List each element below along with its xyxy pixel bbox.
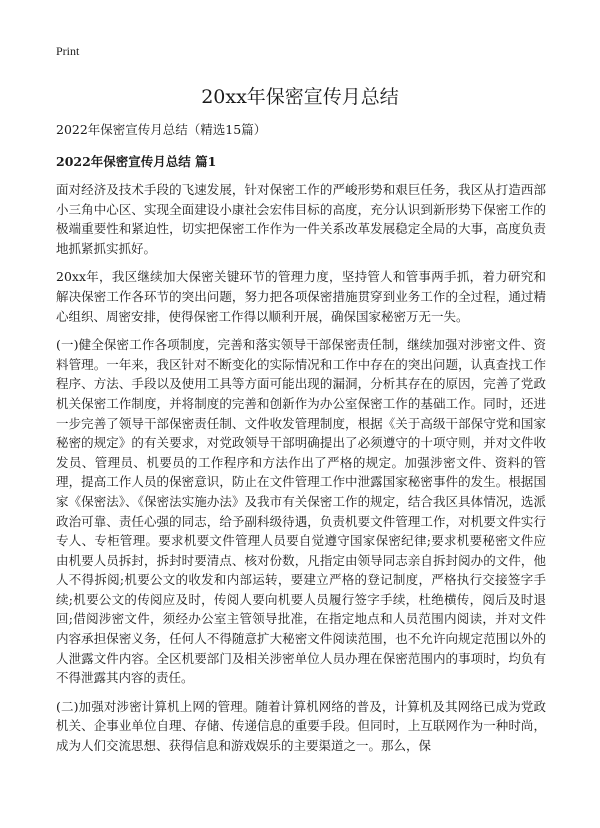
section-heading: 2022年保密宣传月总结 篇1 xyxy=(56,154,217,169)
paragraph-3: (一)健全保密工作各项制度，完善和落实领导干部保密责任制，继续加强对涉密文件、资料管理。一年来，我区针对不断变化的实际情况和工作中存在的突出问题，认真查找工作程序、方法、手段以及使用工具等方面可能出现的漏洞，分析其存在的原因，完善了党政机关保密工作制度，并将制度的完善和创新作为办公室保密工作的基础工作。同时，还进一步完善了领导干部保密责任制、文件收发管理制度，根据《关于高级干部保守党和国家秘密的规定》的有关要求，对党政领导干部明确提出了必须遵守的十项守则，并对文件收发员、管理员、机要员的工作程序和方法作出了严格的规定。加强涉密文件、资料的管理，提高工作人员的保密意识，防止在文件管理工作中泄露国家秘密事件的发生。根据国家《保密法》、《保密法实施办法》及我市有关保密工作的规定，结合我区具体情况，选派政治可靠、责任心强的同志，给予副科级待遇，负责机要文件管理工作，对机要文件实行专人、专柜管理。要求机要文件管理人员要自觉遵守国家保密纪律;要求机要秘密文件应由机要人员拆封，拆封时要清点、核对份数，凡指定由领导同志亲自拆封阅办的文件，他人不得拆阅;机要公文的收发和内部运转，要建立严格的登记制度，严格执行交接签字手续;机要公文的传阅应及时，传阅人要向机要人员履行签字手续，杜绝横传，阅后及时退回;借阅涉密文件，须经办公室主管领导批准，在指定地点和人员范围内阅读，并对文件内容承担保密义务，任何人不得随意扩大秘密文件阅读范围，也不允许向规定范围以外的人泄露文件内容。全区机要部门及相关涉密单位人员办理在保密范围内的事项时，均负有不得泄露其内容的责任。 xyxy=(56,337,546,686)
print-link[interactable]: Print xyxy=(56,44,80,58)
paragraph-1: 面对经济及技术手段的飞速发展，针对保密工作的严峻形势和艰巨任务，我区从打造西部小三角中心区、实现全面建设小康社会宏伟目标的高度，充分认识到新形势下保密工作的极端重要性和紧迫性，切实把保密工作作为一件关系改革发展稳定全局的大事，高度负责地抓紧抓实抓好。 xyxy=(56,182,546,256)
document-subtitle: 2022年保密宣传月总结（精选15篇） xyxy=(56,122,267,137)
paragraph-2: 20xx年，我区继续加大保密关键环节的管理力度，坚持管人和管事两手抓，着力研究和解决保密工作各环节的突出问题，努力把各项保密措施贯穿到业务工作的全过程，通过精心组织、周密安排，使得保密工作得以顺利开展，确保国家秘密万无一失。 xyxy=(56,269,546,324)
paragraph-4: (二)加强对涉密计算机上网的管理。随着计算机网络的普及，计算机及其网络已成为党政机关、企事业单位自理、存储、传递信息的重要手段。但同时，上互联网作为一种时尚，成为人们交流思想、获得信息和游戏娱乐的主要渠道之一。那么，保 xyxy=(56,698,546,754)
article-body xyxy=(56,180,546,765)
document-title: 20xx年保密宣传月总结 xyxy=(201,86,399,108)
